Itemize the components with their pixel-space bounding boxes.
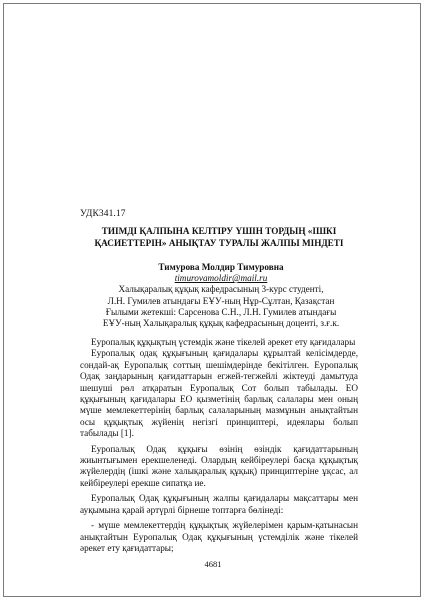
supervisor-line-2: ЕҰУ-ның Халықаралық құқық кафедрасының доценті, з.ғ.к. bbox=[102, 318, 340, 329]
author-name: Тимурова Молдир Тимуровна bbox=[158, 262, 284, 272]
title-line-1: ТИІМДІ ҚАЛПЫНА КЕЛТІРУ ҮШІН ТОРДЫҢ «ІШКІ bbox=[101, 226, 337, 236]
paragraph-1: Еуропалық одақ құқығының қағидалары құрылтай келісімдерде, сондай-ақ Еуропалық соттың шешімдерінде бекітілген. Еуропалық Одақ заңдарының қағидаттарын егжей-тегжейлі жіктеуді дамытуда шешуші рөл атқаратын Еуропалық Сот болып табылады. ЕО құқығының қағидалары ЕО қызметінің барлық салалары мен оның мүше мемлекеттерінің барлық салаларының мазмұнын анықтайтын осы құқықтық жүйенің негізгі принциптері, идеялары болып табылады [1]. bbox=[80, 348, 358, 439]
title-line-2: ҚАСИЕТТЕРІН» АНЫҚТАУ ТУРАЛЫ ЖАЛПЫ МІНДЕТІ bbox=[94, 238, 344, 248]
article-title bbox=[78, 225, 360, 249]
author-affiliation-1: Халықаралық құқық кафедрасының 3-курс студенті, bbox=[118, 284, 324, 295]
document-page bbox=[3, 3, 421, 597]
paragraph-3: Еуропалық Одақ құқығының жалпы қағидалары мақсаттары мен ауқымына қарай әртүрлі бірнеше топтарға бөлінеді: bbox=[80, 493, 358, 515]
udc-code: УДК341.17 bbox=[80, 209, 126, 219]
section-heading: Еуропалық құқықтың үстемдік және тікелей әрекет ету қағидалары bbox=[91, 337, 356, 347]
author-block bbox=[64, 262, 378, 329]
author-email[interactable]: timurovamoldir@mail.ru bbox=[174, 273, 268, 284]
supervisor-line-1: Ғылыми жетекші: Сарсенова С.Н., Л.Н. Гумилев атындағы bbox=[105, 306, 337, 317]
article-body bbox=[80, 337, 358, 558]
paragraph-2: Еуропалық Одақ құқығы өзінің өзіндік қағидаттарының жиынтығымен ерекшеленеді. Олардың кейбіреулері басқа құқықтық жүйелердің (ішкі және халықаралық құқық) принциптеріне ұқсас, ал кейбіреулері ерекше сипатқа ие. bbox=[80, 443, 358, 488]
page-number: 4681 bbox=[204, 559, 222, 569]
author-affiliation-2: Л.Н. Гумилев атындағы ЕҰУ-ның Нұр-Сұлтан, Қазақстан bbox=[107, 295, 335, 306]
list-item-1: - мүше мемлекеттердің құқықтық жүйелерімен қарым-қатынасын анықтайтын Еуропалық Одақ құқығының үстемділік және тікелей әрекет ету қағидаттары; bbox=[80, 520, 358, 553]
